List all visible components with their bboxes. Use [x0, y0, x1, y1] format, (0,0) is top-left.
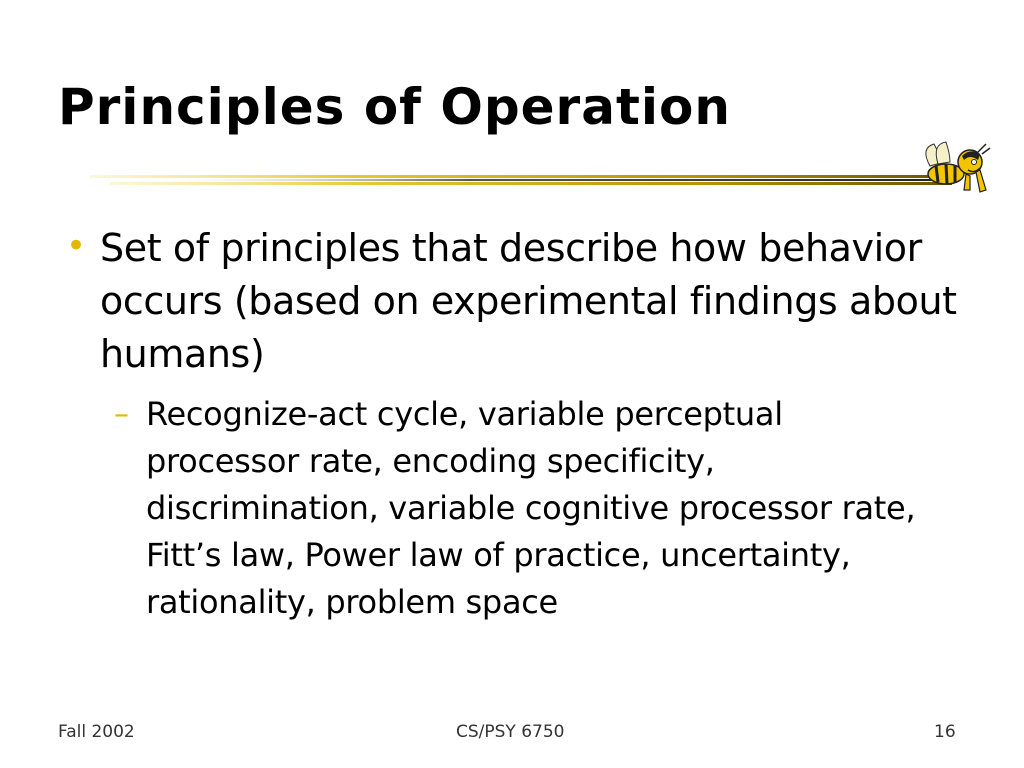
gold-divider-line: [90, 170, 952, 190]
bullet-text: Set of principles that describe how behavior occurs (based on experimental findings about humans): [100, 226, 957, 376]
yellow-jacket-icon: [920, 140, 992, 198]
footer-date: Fall 2002: [58, 722, 135, 742]
bullet-marker: •: [66, 226, 86, 266]
slide-title: Principles of Operation: [58, 78, 731, 136]
footer-course: CS/PSY 6750: [456, 722, 565, 742]
sub-bullet-item: [114, 391, 926, 626]
bullet-list: [60, 222, 960, 626]
sub-bullet-text: Recognize-act cycle, variable perceptual processor rate, encoding specificity, discrimination, variable cognitive processor rate, Fitt’s law, Power law of practice, uncertainty, rationality, problem space: [146, 395, 916, 621]
sub-bullet-marker: –: [114, 397, 129, 432]
footer-page-number: 16: [934, 722, 956, 742]
bullet-item: [60, 222, 960, 381]
